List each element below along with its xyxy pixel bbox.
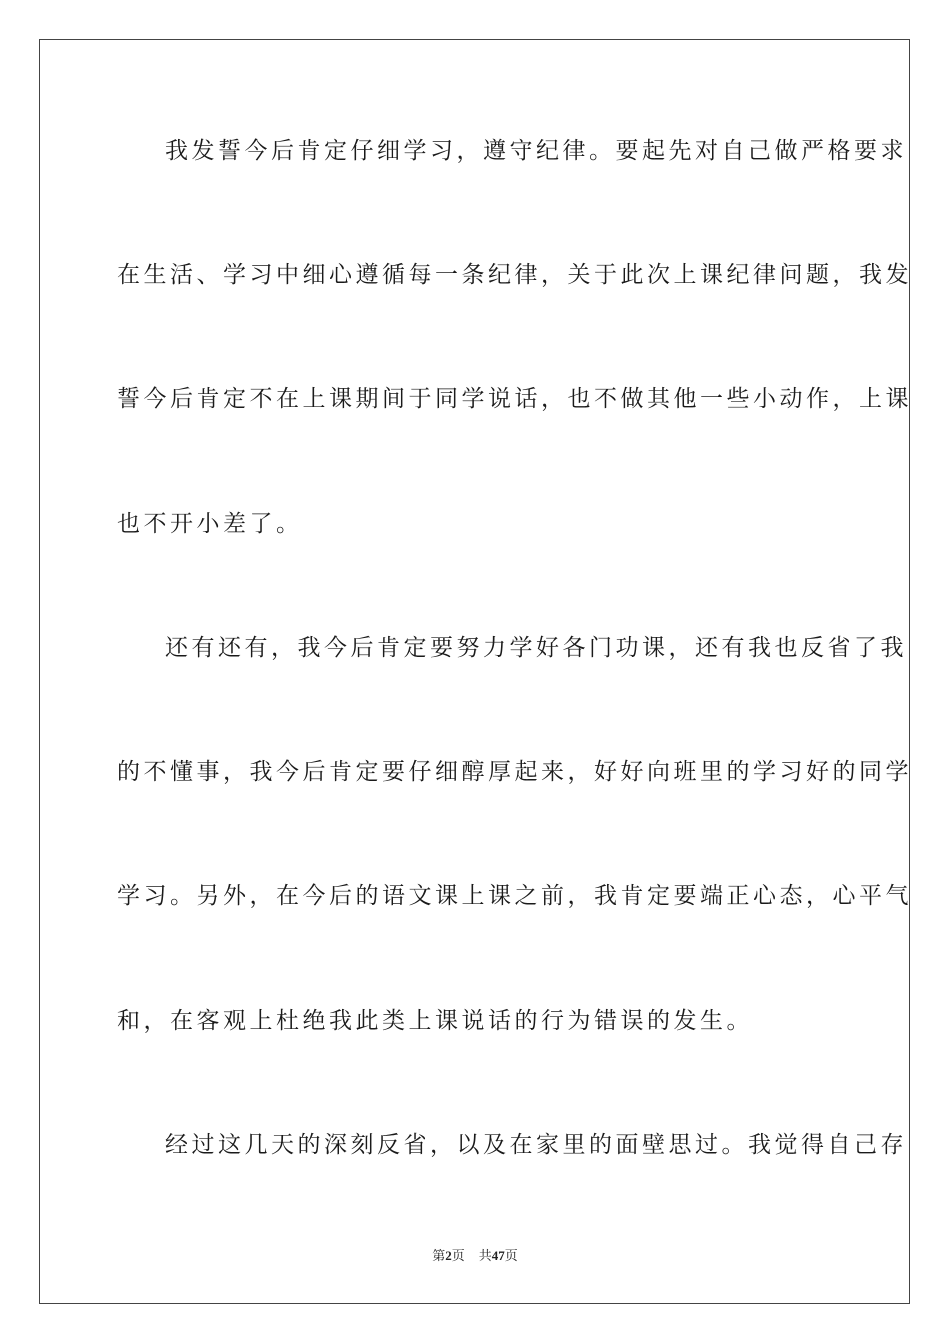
text-line: 我发誓今后肯定仔细学习，遵守纪律。要起先对自己做严格要求 xyxy=(165,138,907,164)
total-pages: 47 xyxy=(491,1248,505,1263)
page-prefix: 第 xyxy=(432,1249,446,1264)
text-line: 的不懂事，我今后肯定要仔细醇厚起来，好好向班里的学习好的同学 xyxy=(117,759,912,785)
text-line: 还有还有，我今后肯定要努力学好各门功课，还有我也反省了我 xyxy=(165,635,907,661)
total-suffix: 页 xyxy=(504,1249,518,1264)
text-line: 也不开小差了。 xyxy=(117,511,303,537)
text-line: 在生活、学习中细心遵循每一条纪律，关于此次上课纪律问题，我发 xyxy=(117,262,912,288)
text-line: 誓今后肯定不在上课期间于同学说话，也不做其他一些小动作，上课 xyxy=(117,386,912,412)
text-line: 经过这几天的深刻反省，以及在家里的面壁思过。我觉得自己存 xyxy=(165,1132,907,1158)
total-prefix: 共 xyxy=(478,1249,492,1264)
page-footer xyxy=(0,1247,950,1266)
page-number: 2 xyxy=(445,1248,452,1263)
page-suffix: 页 xyxy=(451,1249,465,1264)
text-line: 学习。另外，在今后的语文课上课之前，我肯定要端正心态，心平气 xyxy=(117,883,912,909)
page-border xyxy=(39,39,910,1304)
text-line: 和，在客观上杜绝我此类上课说话的行为错误的发生。 xyxy=(117,1008,753,1034)
